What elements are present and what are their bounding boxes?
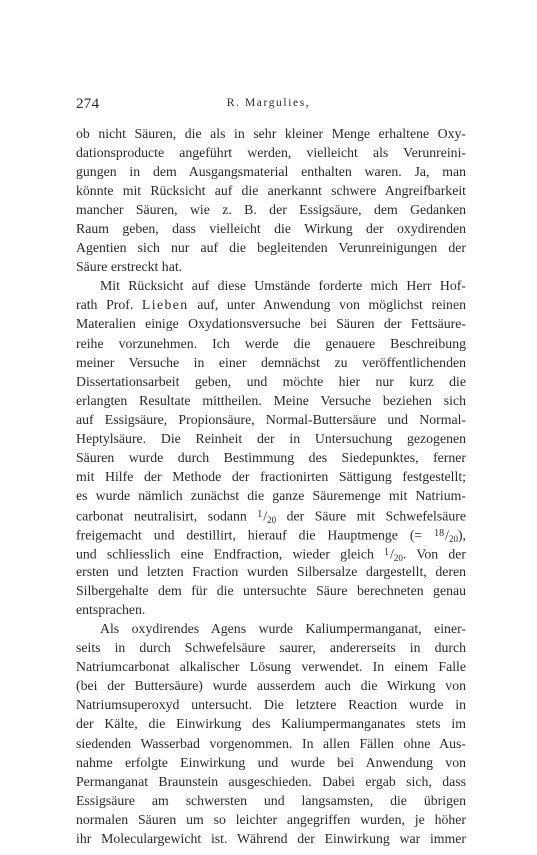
paragraph-1	[76, 124, 466, 276]
text-line: erlangten Resultate mittheilen. Meine Versuche beziehen sich	[76, 392, 466, 408]
text-line: siedenden Wasserbad vorgenommen. In allen Fällen ohne Aus-	[76, 735, 466, 751]
text-line: gungen in dem Ausgangsmaterial enthalten waren. Ja, man	[76, 164, 466, 180]
text-run: ),	[457, 527, 466, 543]
text-line: mancher Säuren, wie z. B. der Essigsäure, dem Gedanken	[76, 202, 466, 218]
text-line: Materalien einige Oxydationsversuche bei Säuren der Fettsäure-	[76, 316, 466, 332]
text-line: seits in durch Schwefelsäure saurer, andererseits in durch	[76, 640, 466, 656]
text-line: Permanganat Braunstein ausgeschieden. Dabei ergab sich, dass	[76, 773, 466, 789]
text-line: carbonat neutralisirt, sodann $^1/_{20}$ der Säure mit Schwefelsäure	[76, 508, 466, 525]
fraction-numerator: 1	[257, 508, 263, 520]
text-line: mit Hilfe der Methode der fractionirten Sättigung festgestellt;	[76, 468, 466, 484]
text-line: entsprachen.	[76, 602, 146, 618]
paragraph-3	[76, 619, 466, 848]
fraction-numerator: 18	[434, 527, 445, 539]
page-number: 274	[76, 96, 100, 112]
running-head: R. Margulies,	[226, 97, 311, 109]
text-line: normalen Säuren um so leichter angegriffen wurden, je höher	[76, 811, 466, 827]
text-line: ob nicht Säuren, die als in sehr kleiner Menge erhaltene Oxy-	[76, 126, 466, 141]
text-line: Säure erstreckt hat.	[76, 259, 183, 275]
text-line: Agentien sich nur auf die begleitenden Verunreinigungen der	[76, 240, 466, 256]
text-run: freigemacht und destillirt, hierauf die Hauptmenge (=	[76, 527, 435, 543]
text-line: der Kälte, die Einwirkung des Kaliumpermanganates stets im	[76, 716, 466, 732]
page-header	[76, 96, 461, 116]
text-line: auf Essigsäure, Propionsäure, Normal-Buttersäure und Normal-	[76, 411, 466, 427]
text-line	[76, 295, 466, 314]
fraction-denominator: 20	[267, 514, 277, 525]
text-line: es wurde nämlich zunächst die ganze Säuremenge mit Natrium-	[76, 487, 466, 503]
text-line: Als oxydirendes Agens wurde Kaliumpermanganat, einer-	[100, 621, 466, 637]
text-line: Silbergehalte dem für die untersuchte Säure berechneten genau	[76, 583, 466, 599]
fraction-denominator: 20	[393, 552, 403, 563]
text-line: Säuren wurde durch Bestimmung des Siedepunktes, ferner	[76, 449, 466, 465]
fraction-numerator: 1	[384, 547, 390, 559]
text-line: nahme erfolgte Einwirkung und wurde bei Anwendung von	[76, 754, 466, 770]
text-run: . Von der	[402, 546, 466, 562]
fraction-denominator: 20	[448, 533, 458, 544]
body-text	[76, 124, 466, 848]
text-line: Dissertationsarbeit geben, und möchte hier nur kurz die	[76, 373, 466, 389]
text-line: ersten und letzten Fraction wurden Silbersalze dargestellt, deren	[76, 564, 466, 580]
person-name-lieben: Lieben	[141, 297, 189, 313]
text-run: carbonat neutralisirt, sodann	[76, 508, 258, 524]
text-line: reihe vorzunehmen. Ich werde die genauere Beschreibung	[76, 335, 466, 351]
text-line: und schliesslich eine Endfraction, wieder gleich $^1/_{20}$. Von der	[76, 546, 466, 563]
paragraph-2	[76, 276, 466, 619]
text-line: Raum geben, dass vielleicht die Wirkung der oxydirenden	[76, 221, 466, 237]
text-line: Essigsäure am schwersten und langsamsten, die übrigen	[76, 792, 466, 808]
text-run: rath Prof.	[76, 297, 142, 313]
text-line: freigemacht und destillirt, hierauf die Hauptmenge (= $^{18}/_{20}$),	[76, 527, 466, 544]
text-line: ihr Moleculargewicht ist. Während der Einwirkung war immer	[76, 830, 466, 846]
text-run: auf, unter Anwendung von möglichst reinen	[188, 297, 466, 313]
text-line: (bei der Buttersäure) wurde ausserdem auch die Wirkung von	[76, 678, 466, 694]
text-run: und schliesslich eine Endfraction, wieder gleich	[76, 546, 385, 562]
text-line: Natriumsuperoxyd untersucht. Die letztere Reaction wurde in	[76, 697, 466, 713]
text-line: Natriumcarbonat alkalischer Lösung verwendet. In einem Falle	[76, 659, 466, 675]
text-line: Heptylsäure. Die Reinheit der in Untersuchung gezogenen	[76, 430, 466, 446]
text-run: der Säure mit Schwefelsäure	[276, 508, 466, 524]
text-line: könnte mit Rücksicht auf die anerkannt schwere Angreifbarkeit	[76, 183, 466, 199]
text-line: Mit Rücksicht auf diese Umstände forderte mich Herr Hof-	[100, 278, 466, 294]
text-line: meiner Versuche in einer demnächst zu veröffentlichenden	[76, 354, 466, 370]
text-line: dationsproducte angeführt werden, vielleicht als Verunreini-	[76, 145, 466, 161]
